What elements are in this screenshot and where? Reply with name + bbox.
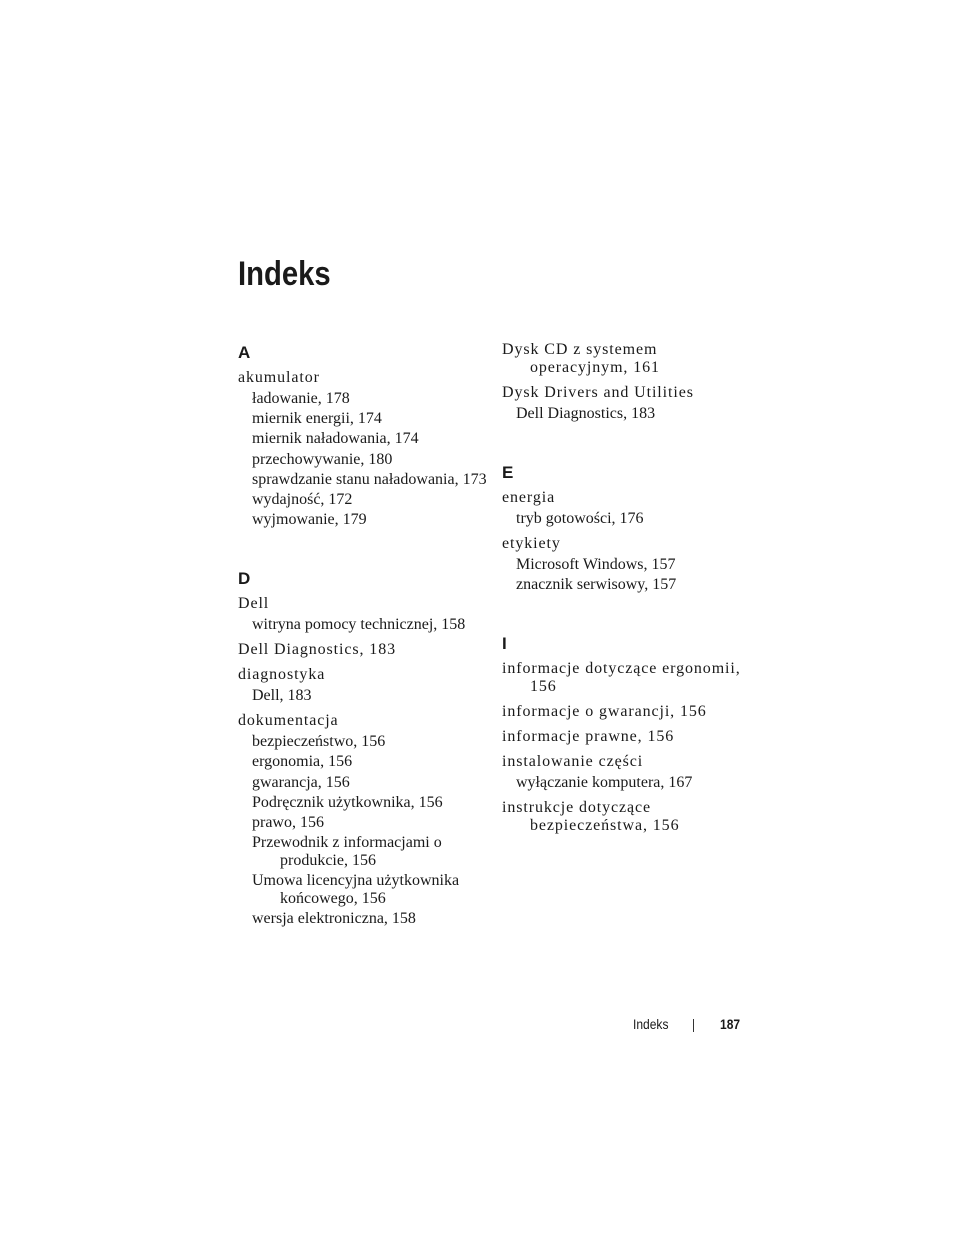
index-term: diagnostyka	[238, 666, 326, 684]
section-letter: E	[502, 463, 514, 482]
index-subterm: tryb gotowości, 176	[516, 510, 644, 527]
page-title: Indeks	[238, 255, 331, 293]
index-term: instalowanie części	[502, 753, 644, 771]
index-subterm: wersja elektroniczna, 158	[252, 910, 416, 928]
index-subterm: wyłączanie komputera, 167	[516, 774, 693, 792]
index-column-right	[502, 341, 752, 873]
index-entry	[238, 712, 488, 928]
index-entry	[502, 728, 752, 746]
index-subterm: wydajność, 172	[252, 490, 353, 508]
index-subterm: witryna pomocy technicznej, 158	[252, 616, 466, 634]
footer-divider	[693, 1019, 694, 1032]
index-term: energia	[502, 489, 556, 506]
index-subterm: Microsoft Windows, 157	[516, 556, 676, 573]
index-section	[502, 341, 752, 423]
index-entry	[238, 595, 488, 634]
index-section	[238, 567, 488, 928]
footer-label: Indeks	[633, 1016, 669, 1032]
index-section	[238, 341, 488, 529]
index-column-left	[238, 341, 488, 966]
index-entry	[502, 703, 752, 721]
index-subterm: prawo, 156	[252, 813, 324, 831]
index-subterm: sprawdzanie stanu naładowania, 173	[252, 470, 487, 488]
section-letter: A	[238, 343, 251, 362]
index-subterm: bezpieczeństwo, 156	[252, 733, 386, 751]
index-entry	[238, 641, 488, 659]
index-term: dokumentacja	[238, 712, 339, 730]
index-subterm: Umowa licencyjna użytkownika końcowego, 156	[252, 872, 460, 908]
index-entry	[502, 489, 752, 528]
index-entry	[502, 660, 752, 696]
index-entry	[502, 341, 752, 377]
index-section	[502, 632, 752, 835]
index-term: Dysk CD z systemem operacyjnym, 161	[502, 341, 660, 376]
index-subterm: ergonomia, 156	[252, 753, 353, 771]
index-subterm: miernik naładowania, 174	[252, 430, 419, 448]
index-subterm: miernik energii, 174	[252, 410, 382, 428]
section-letter: D	[238, 569, 251, 589]
page-number: 187	[720, 1016, 741, 1032]
index-entry	[502, 799, 752, 835]
index-term: akumulator	[238, 369, 320, 386]
index-subterm: ładowanie, 178	[252, 390, 350, 407]
index-subterm: przechowywanie, 180	[252, 450, 393, 468]
index-term: Dysk Drivers and Utilities	[502, 384, 694, 401]
index-term: Dell	[238, 595, 270, 613]
index-subterm: znacznik serwisowy, 157	[516, 576, 677, 594]
index-entry	[238, 369, 488, 529]
index-term: instrukcje dotyczące bezpieczeństwa, 156	[502, 799, 680, 835]
index-subterm: Dell, 183	[252, 687, 312, 705]
index-entry	[238, 666, 488, 705]
index-entry	[502, 384, 752, 423]
index-subterm: Przewodnik z informacjami o produkcie, 156	[252, 834, 442, 870]
index-section	[502, 461, 752, 594]
index-term: etykiety	[502, 535, 561, 552]
index-term: Dell Diagnostics, 183	[238, 641, 396, 659]
section-letter: I	[502, 634, 507, 654]
index-entry	[502, 535, 752, 594]
index-subterm: wyjmowanie, 179	[252, 511, 367, 529]
index-term: informacje prawne, 156	[502, 728, 675, 746]
index-term: informacje dotyczące ergonomii, 156	[502, 660, 741, 696]
index-subterm: gwarancja, 156	[252, 773, 350, 791]
index-entry	[502, 753, 752, 792]
index-term: informacje o gwarancji, 156	[502, 703, 707, 721]
index-subterm: Podręcznik użytkownika, 156	[252, 793, 443, 811]
index-subterm: Dell Diagnostics, 183	[516, 405, 656, 422]
